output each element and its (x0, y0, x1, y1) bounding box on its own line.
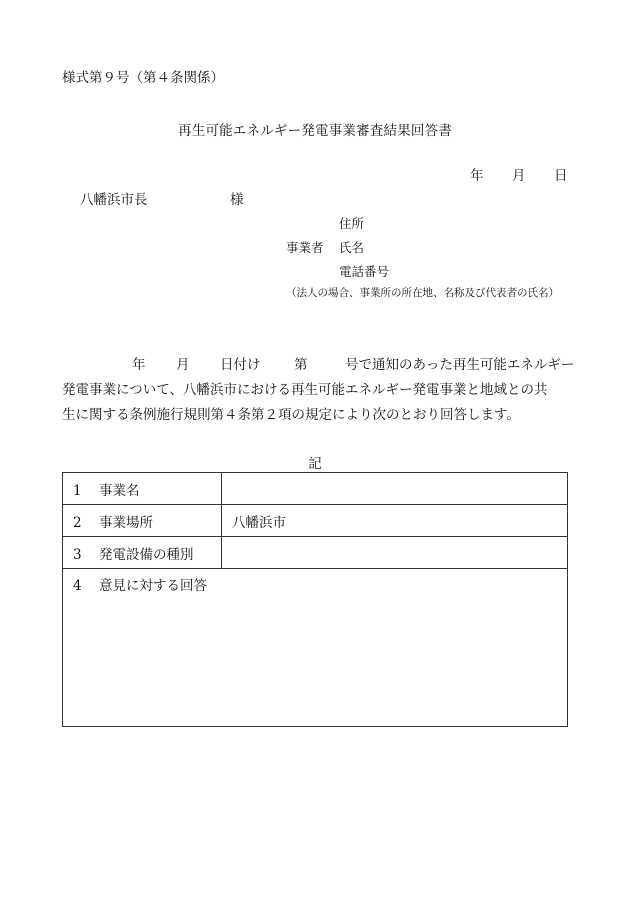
date-day-label: 日 (554, 168, 568, 184)
opinion-response-cell (63, 569, 568, 727)
row-label: 発電設備の種別 (99, 546, 194, 563)
project-name-value (222, 473, 568, 505)
body-line-2: 発電事業について、八幡浜市における再生可能エネルギー発電事業と地域との共 (62, 382, 548, 398)
table-row (63, 473, 568, 505)
table-label-cell (63, 505, 222, 537)
body-month-label: 月 (176, 357, 190, 373)
row-number: 3 (73, 546, 82, 563)
date-year-label: 年 (470, 168, 484, 184)
table-label-cell (63, 537, 222, 569)
row-label: 意見に対する回答 (99, 578, 207, 594)
row-label: 事業名 (99, 482, 140, 499)
body-line-1 (62, 353, 582, 378)
table-row (63, 569, 568, 727)
body-ordinal-label: 第 (294, 357, 308, 373)
table-row (63, 505, 568, 537)
document-title: 再生可能エネルギー発電事業審査結果回答書 (178, 123, 452, 139)
equipment-type-value (222, 537, 568, 569)
record-label: 記 (308, 456, 322, 472)
body-day-label: 日付け (220, 357, 261, 373)
body-line-1-text: 号で通知のあった再生可能エネルギー (345, 357, 575, 373)
applicant-name-label: 氏名 (339, 240, 365, 255)
recipient-honorific: 様 (230, 192, 244, 208)
applicant-address-label: 住所 (339, 216, 365, 231)
row-label: 事業場所 (99, 514, 153, 531)
project-location-value: 八幡浜市 (222, 505, 568, 537)
answer-table (62, 472, 568, 727)
applicant-heading: 事業者 (286, 240, 324, 255)
corporate-note: （法人の場合、事業所の所在地、名称及び代表者の氏名） (286, 287, 559, 299)
body-year-label: 年 (132, 357, 146, 373)
table-label-cell (63, 473, 222, 505)
applicant-phone-label: 電話番号 (339, 264, 390, 279)
recipient-name: 八幡浜市長 (80, 192, 148, 208)
row-number: 1 (73, 482, 82, 499)
table-row (63, 537, 568, 569)
body-paragraph (62, 353, 582, 428)
body-line-3: 生に関する条例施行規則第４条第２項の規定により次のとおり回答します。 (62, 407, 520, 423)
row-number: 2 (73, 514, 82, 531)
row-number: 4 (73, 578, 82, 594)
date-month-label: 月 (512, 168, 526, 184)
form-number: 様式第９号（第４条関係） (62, 70, 224, 86)
